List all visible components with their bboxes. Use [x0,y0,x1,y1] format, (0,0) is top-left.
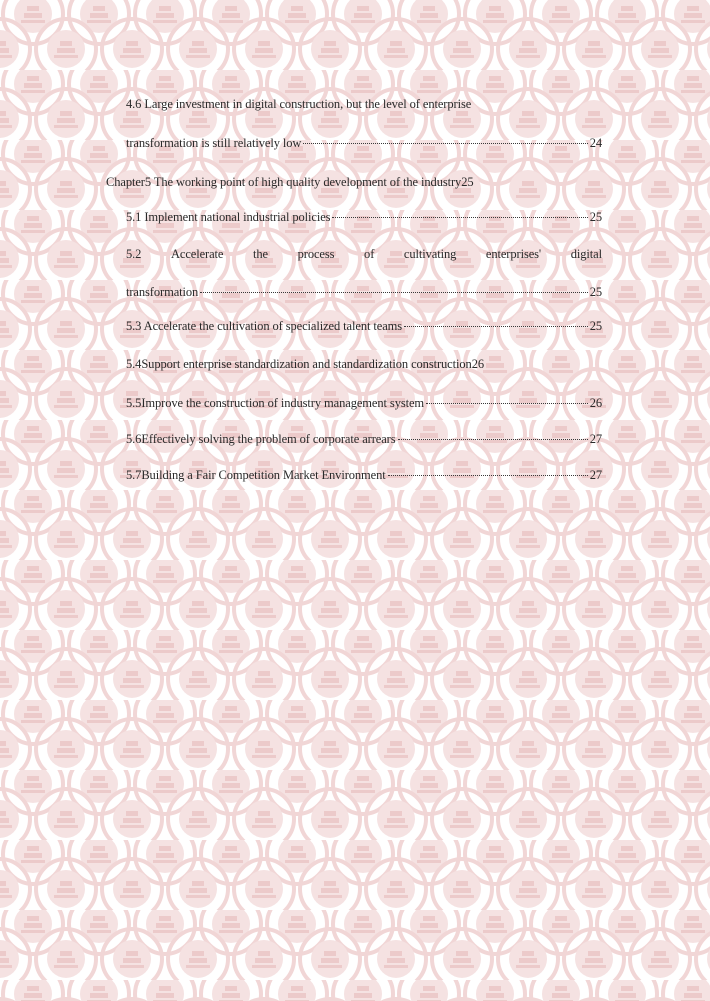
toc-entry-5-4[interactable] [126,356,612,372]
toc-entry-label: 5.5Improve the construction of industry management system [126,396,425,410]
toc-page-number: 25 [589,285,602,299]
toc-entry-4-6-line1[interactable] [126,96,602,112]
toc-word: process [297,247,335,261]
dot-leader [303,143,587,144]
toc-page-number: 27 [589,432,602,446]
toc-entry-5-5[interactable] [126,395,602,411]
toc-word: the [253,247,268,261]
toc-word: enterprises' [485,247,542,261]
toc-page-number: 25 [589,319,602,333]
toc-entry-label: transformation is still relatively low [126,136,302,150]
toc-page-number: 25 [461,175,474,189]
toc-entry-label: 5.1 Implement national industrial policies [126,210,331,224]
toc-page-number: 26 [589,396,602,410]
toc-entry-4-6-line2[interactable] [126,135,602,151]
dot-leader [332,217,587,218]
toc-entry-chapter5[interactable] [106,174,609,190]
toc-word: Accelerate [170,247,224,261]
toc-entry-5-2-line1[interactable] [126,246,602,262]
toc-entry-label: Chapter5 The working point of high quality development of the industry [106,175,462,189]
toc-entry-5-6[interactable] [126,431,602,447]
dot-leader [200,292,587,293]
toc-entry-label: 4.6 Large investment in digital construction, but the level of enterprise [126,97,472,111]
toc-entry-label: 5.7Building a Fair Competition Market Environment [126,468,386,482]
toc-entry-5-2-line2[interactable] [126,284,602,300]
toc-entry-label: 5.4Support enterprise standardization and standardization construction [126,357,472,371]
toc-word: cultivating [403,247,457,261]
toc-page-number: 25 [589,210,602,224]
toc-entry-label: 5.3 Accelerate the cultivation of specialized talent teams [126,319,403,333]
toc-entry-label: 5.6Effectively solving the problem of corporate arrears [126,432,396,446]
toc-word: of [364,247,375,261]
toc-word: digital [570,247,602,261]
toc-entry-5-3[interactable] [126,318,602,334]
dot-leader [388,475,588,476]
toc-entry-label: transformation [126,285,199,299]
toc-word: 5.2 [126,247,142,261]
toc-entry-5-7[interactable] [126,467,602,483]
toc-page-number: 26 [471,357,484,371]
dot-leader [404,326,588,327]
dot-leader [426,403,588,404]
dot-leader [398,439,588,440]
toc-page-number: 24 [589,136,602,150]
toc-entry-5-1[interactable] [126,209,602,225]
toc-page-number: 27 [589,468,602,482]
